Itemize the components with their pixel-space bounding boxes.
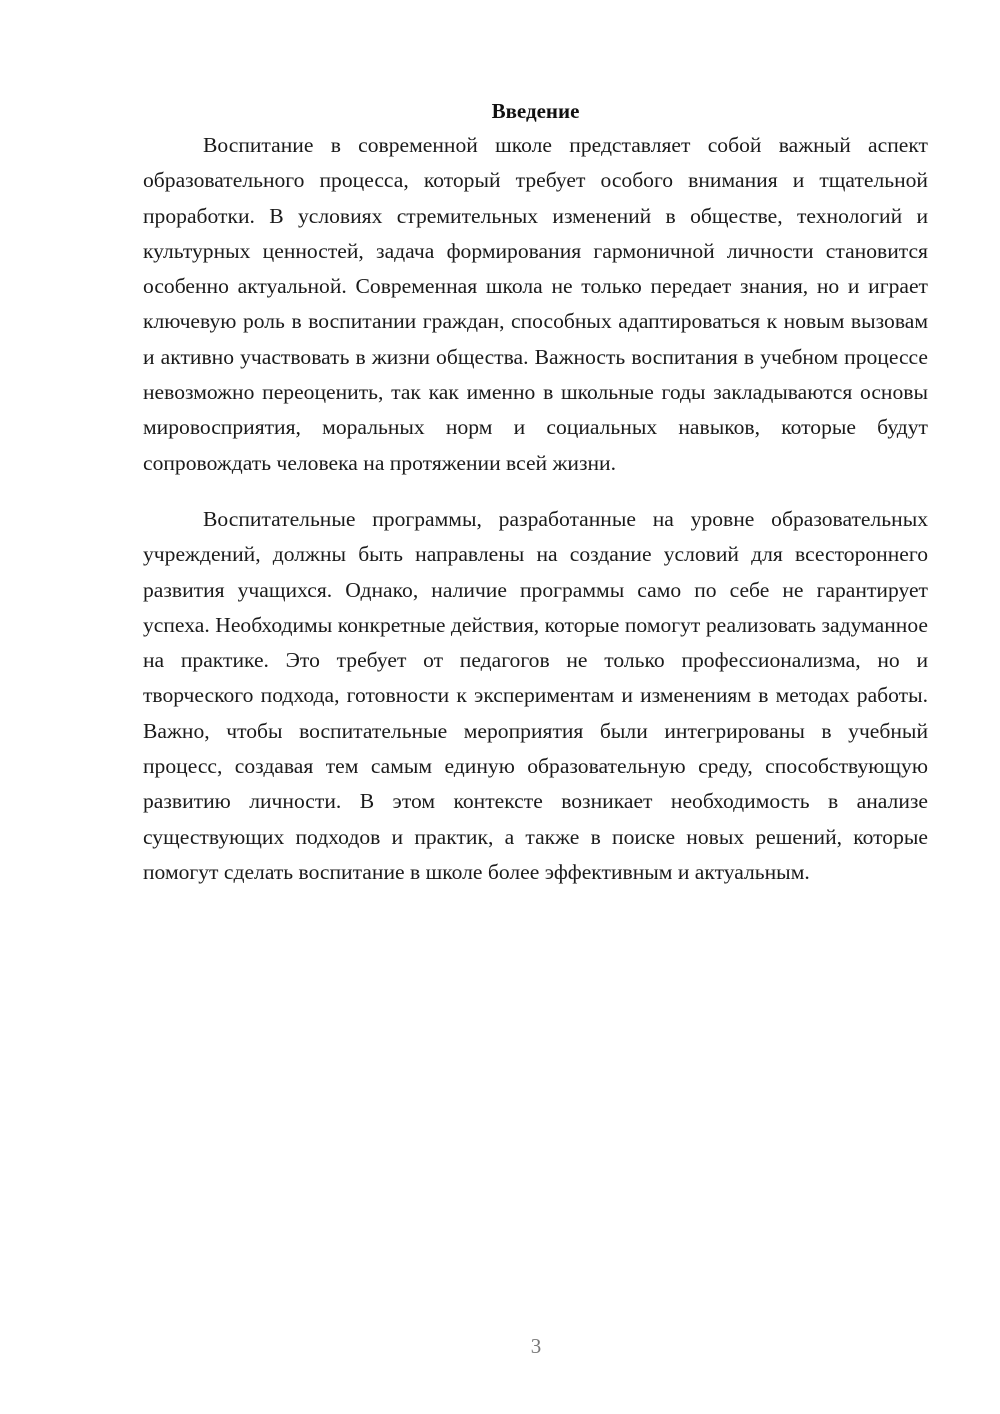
page-number: 3 (530, 1334, 542, 1358)
paragraph-2: Воспитательные программы, разработанные на уровне образовательных учреждений, должны быть направлены на создание условий для всестороннего развития учащихся. Однако, наличие программы само по себе не гарантирует успеха. Необходимы конкретные действия, которые помогут реализовать задуманное на практике. Это требует от педагогов не только профессионализма, но и творческого подхода, готовности к экспериментам и изменениям в методах работы. Важно, чтобы воспитательные мероприятия были интегрированы в учебный процесс, создавая тем самым единую образовательную среду, способствующую развитию личности. В этом контексте возникает необходимость в анализе существующих подходов и практик, а также в поиске новых решений, которые помогут сделать воспитание в школе более эффективным и актуальным. (143, 506, 928, 884)
page-content (143, 94, 928, 890)
paragraph-1: Воспитание в современной школе представляет собой важный аспект образовательного процесса, который требует особого внимания и тщательной проработки. В условиях стремительных изменений в обществе, технологий и культурных ценностей, задача формирования гармоничной личности становится особенно актуальной. Современная школа не только передает знания, но и играет ключевую роль в воспитании граждан, способных адаптироваться к новым вызовам и активно участвовать в жизни общества. Важность воспитания в учебном процессе невозможно переоценить, так как именно в школьные годы закладываются основы мировосприятия, моральных норм и социальных навыков, которые будут сопровождать человека на протяжении всей жизни. (143, 133, 928, 475)
section-heading: Введение (491, 99, 580, 123)
